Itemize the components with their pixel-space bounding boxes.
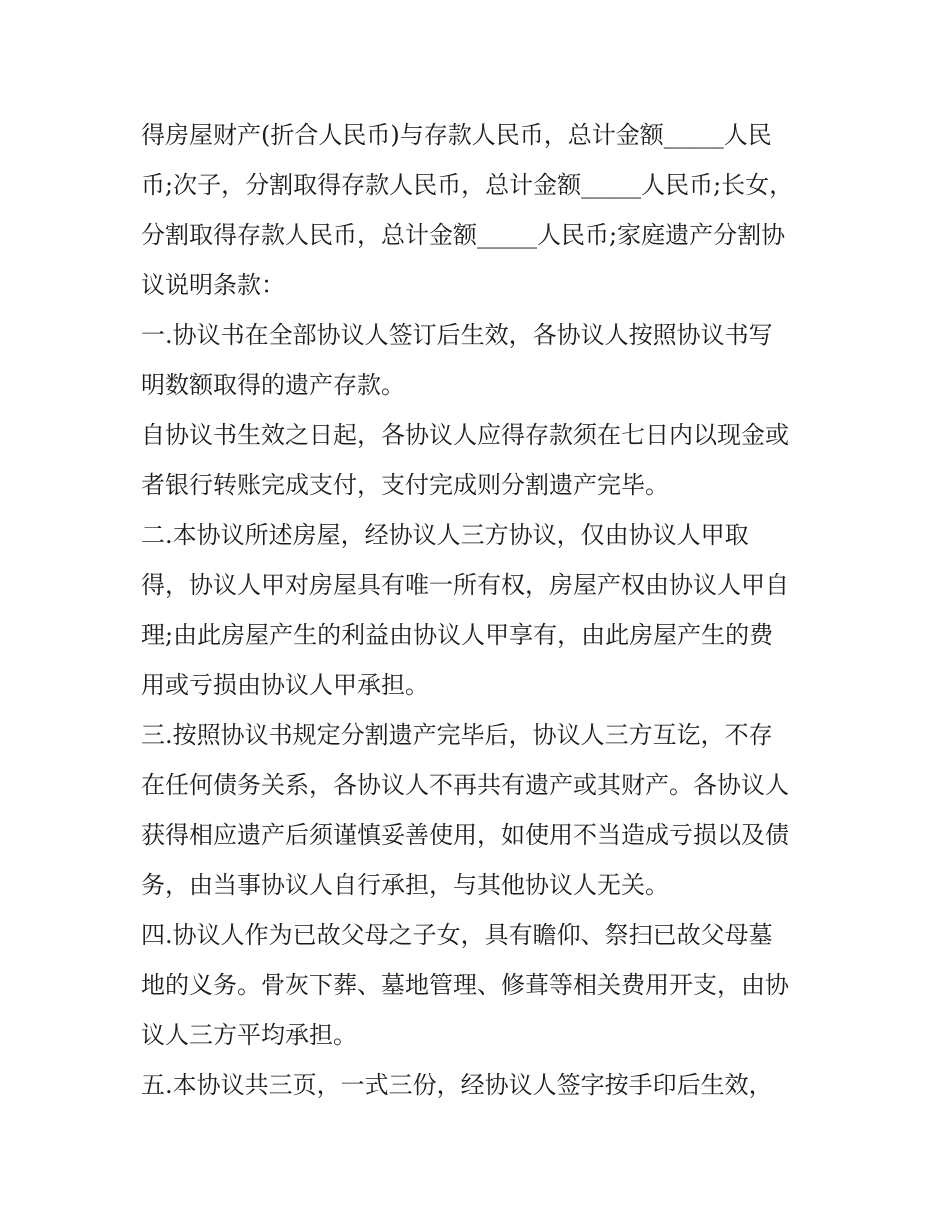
text-line: 者银行转账完成支付，支付完成则分割遗产完毕。 bbox=[141, 471, 669, 499]
text-line: 获得相应遗产后须谨慎妥善使用，如使用不当造成亏损以及债 bbox=[141, 821, 789, 849]
text-line: 务，由当事协议人自行承担，与其他协议人无关。 bbox=[141, 871, 669, 899]
text-line: 得，协议人甲对房屋具有唯一所有权，房屋产权由协议人甲自 bbox=[141, 571, 789, 599]
clause-four-line: 四.协议人作为已故父母之子女，具有瞻仰、祭扫已故父母墓 bbox=[141, 921, 773, 949]
clause-one-line: 一.协议书在全部协议人签订后生效，各协议人按照协议书写 bbox=[141, 321, 773, 349]
clause-three-line: 三.按照协议书规定分割遗产完毕后，协议人三方互讫，不存 bbox=[141, 721, 773, 749]
text-line: 用或亏损由协议人甲承担。 bbox=[141, 671, 429, 699]
clause-five-line: 五.本协议共三页，一式三份，经协议人签字按手印后生效， bbox=[141, 1071, 773, 1099]
text-line: 议说明条款： bbox=[141, 271, 285, 299]
text-line: 分割取得存款人民币，总计金额_____人民币;家庭遗产分割协 bbox=[141, 221, 786, 249]
text-line: 理;由此房屋产生的利益由协议人甲享有，由此房屋产生的费 bbox=[141, 621, 774, 649]
document-body bbox=[141, 110, 821, 1110]
text-line: 自协议书生效之日起，各协议人应得存款须在七日内以现金或 bbox=[141, 421, 789, 449]
text-line: 币;次子，分割取得存款人民币，总计金额_____人民币;长女， bbox=[141, 171, 794, 199]
clause-two-line: 二.本协议所述房屋，经协议人三方协议，仅由协议人甲取 bbox=[141, 521, 749, 549]
text-line: 地的义务。骨灰下葬、墓地管理、修葺等相关费用开支，由协 bbox=[141, 971, 789, 999]
text-line: 议人三方平均承担。 bbox=[141, 1021, 357, 1049]
text-line: 在任何债务关系，各协议人不再共有遗产或其财产。各协议人 bbox=[141, 771, 789, 799]
text-line: 明数额取得的遗产存款。 bbox=[141, 371, 405, 399]
text-line: 得房屋财产(折合人民币)与存款人民币，总计金额_____人民 bbox=[141, 121, 772, 149]
